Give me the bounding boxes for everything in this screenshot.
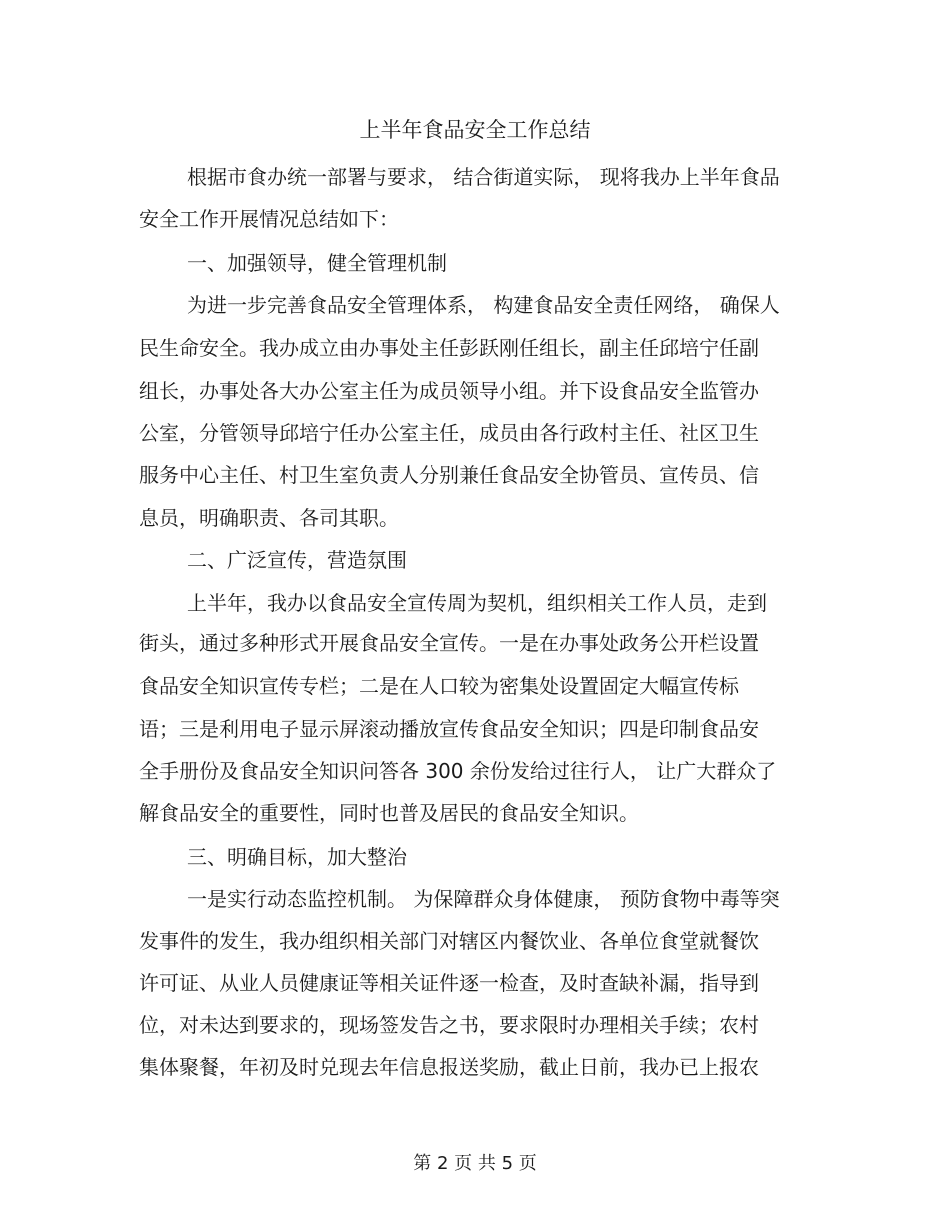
paragraph-line: 为进一步完善食品安全管理体系， 构建食品安全责任网络， 确保人 xyxy=(187,293,780,317)
paragraph-line: 民生命安全。我办成立由办事处主任彭跃刚任组长，副主任邱培宁任副 xyxy=(139,336,759,360)
page-number-footer: 第 2 页 共 5 页 xyxy=(413,1153,537,1174)
document-title: 上半年食品安全工作总结 xyxy=(359,118,591,142)
section-heading: 一、加强领导，健全管理机制 xyxy=(187,251,447,275)
paragraph-line: 食品安全知识宣传专栏；二是在人口较为密集处设置固定大幅宣传标 xyxy=(139,674,739,698)
paragraph-line: 集体聚餐，年初及时兑现去年信息报送奖励，截止日前，我办已上报农 xyxy=(139,1055,759,1079)
paragraph-line: 一是实行动态监控机制。 为保障群众身体健康， 预防食物中毒等突 xyxy=(187,887,780,911)
paragraph-line: 解食品安全的重要性，同时也普及居民的食品安全知识。 xyxy=(139,801,639,825)
paragraph-line: 根据市食办统一部署与要求， 结合街道实际， 现将我办上半年食品 xyxy=(187,165,780,189)
paragraph-line: 发事件的发生，我办组织相关部门对辖区内餐饮业、各单位食堂就餐饮 xyxy=(139,929,759,953)
paragraph-line: 全手册份及食品安全知识问答各 300 余份发给过往行人， 让广大群众了 xyxy=(139,759,777,783)
section-heading: 三、明确目标，加大整治 xyxy=(187,845,407,869)
paragraph-line: 许可证、从业人员健康证等相关证件逐一检查，及时查缺补漏，指导到 xyxy=(139,971,759,995)
section-heading: 二、广泛宣传，营造氛围 xyxy=(187,548,407,572)
paragraph-line: 位，对未达到要求的，现场签发告之书，要求限时办理相关手续；农村 xyxy=(139,1013,759,1037)
paragraph-line: 语；三是利用电子显示屏滚动播放宣传食品安全知识；四是印制食品安 xyxy=(139,717,759,741)
paragraph-line: 上半年，我办以食品安全宣传周为契机，组织相关工作人员，走到 xyxy=(187,591,767,615)
paragraph-line: 公室，分管领导邱培宁任办公室主任，成员由各行政村主任、社区卫生 xyxy=(139,421,759,445)
paragraph-line: 街头，通过多种形式开展食品安全宣传。一是在办事处政务公开栏设置 xyxy=(139,631,759,655)
paragraph-line: 服务中心主任、村卫生室负责人分别兼任食品安全协管员、宣传员、信 xyxy=(139,463,759,487)
paragraph-line: 安全工作开展情况总结如下： xyxy=(139,207,399,231)
paragraph-line: 息员，明确职责、各司其职。 xyxy=(139,506,399,530)
paragraph-line: 组长，办事处各大办公室主任为成员领导小组。并下设食品安全监管办 xyxy=(139,379,759,403)
